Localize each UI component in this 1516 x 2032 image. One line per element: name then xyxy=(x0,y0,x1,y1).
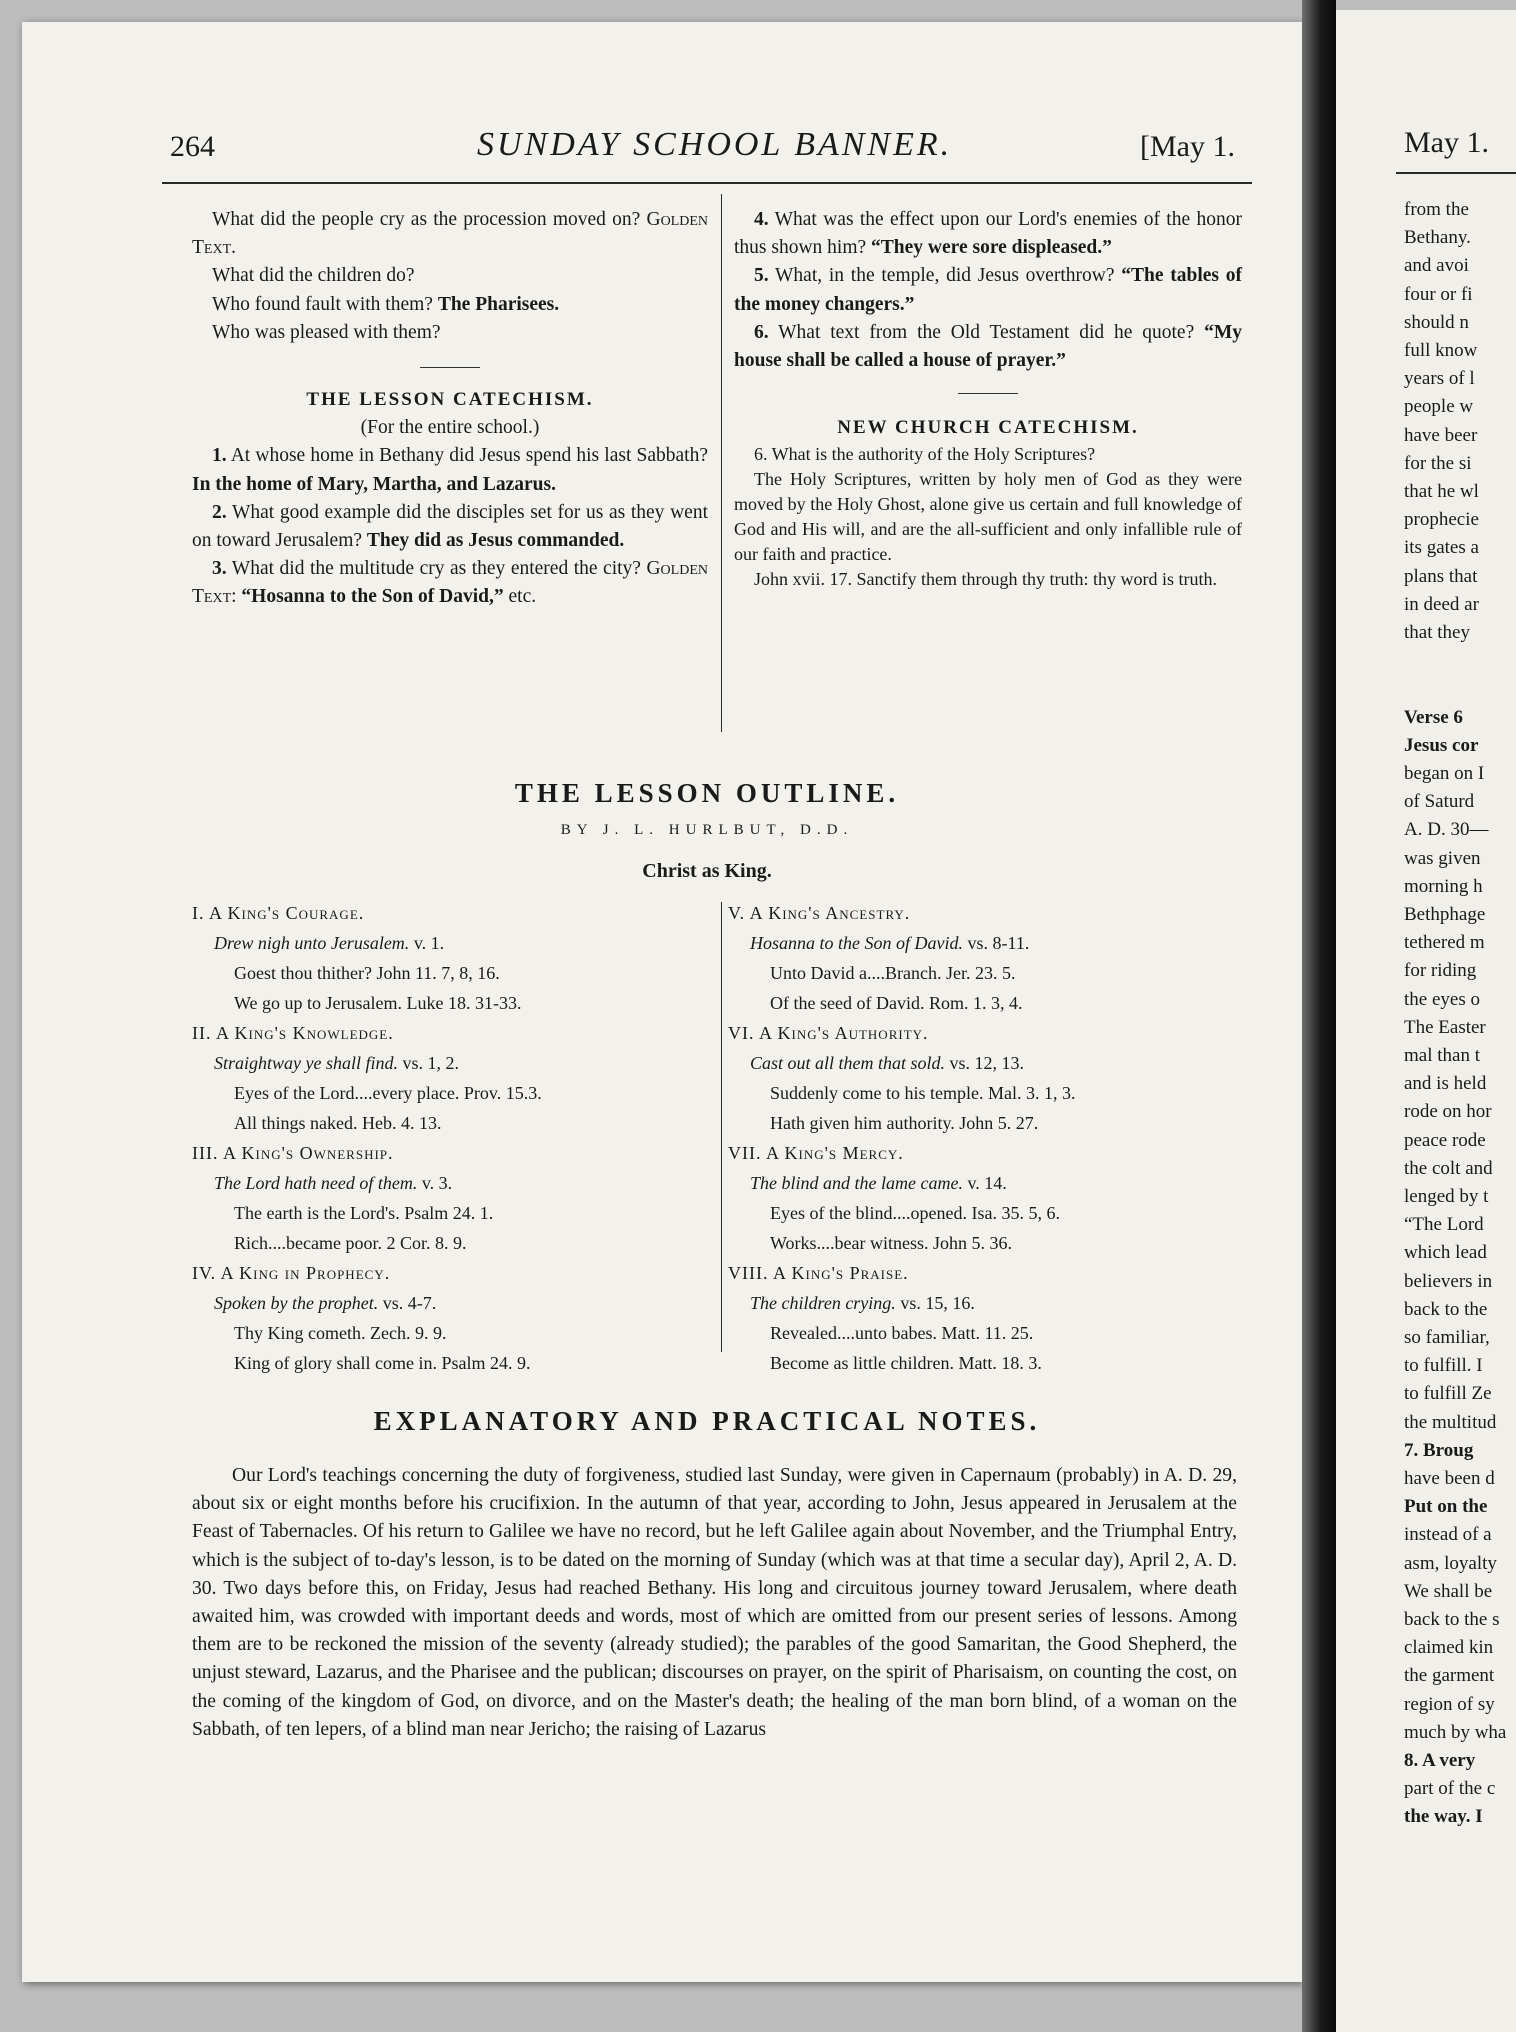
facing-page-line: should n xyxy=(1404,311,1469,333)
facing-page-line: from the xyxy=(1404,199,1469,220)
outline-text-quote: Spoken by the prophet. xyxy=(214,1293,379,1313)
facing-page-line: mal than t xyxy=(1404,1045,1480,1066)
facing-page-line: began on I xyxy=(1404,763,1485,784)
outline-heading: THE LESSON OUTLINE. xyxy=(514,778,900,808)
outline-text-ref: vs. 15, 16. xyxy=(895,1293,975,1313)
facing-page-line: four or fi xyxy=(1404,283,1473,305)
facing-page-line: have beer xyxy=(1404,424,1478,446)
outline-byline: BY J. L. HURLBUT, D.D. xyxy=(560,822,854,838)
outline-point-heading: II. A King's Knowledge. xyxy=(192,1023,394,1043)
outline-reference: Revealed....unto babes. Matt. 11. 25. xyxy=(770,1323,1034,1343)
outline-reference: Eyes of the blind....opened. Isa. 35. 5, 6. xyxy=(770,1203,1060,1223)
outline-reference: Works....bear witness. John 5. 36. xyxy=(770,1233,1013,1253)
facing-page-line: the colt and xyxy=(1404,1157,1493,1179)
book-gutter xyxy=(1302,0,1336,2032)
outline-reference: Suddenly come to his temple. Mal. 3. 1, 3. xyxy=(770,1083,1076,1103)
facing-page-line: have been d xyxy=(1404,1468,1495,1489)
facing-page-line: part of the c xyxy=(1404,1778,1496,1800)
facing-page-line: Bethphage xyxy=(1404,904,1486,925)
facing-page-line: 8. A very xyxy=(1404,1750,1476,1771)
facing-page-line: much by wha xyxy=(1404,1721,1507,1743)
facing-page-line: lenged by t xyxy=(1404,1186,1489,1207)
facing-page-line: Jesus cor xyxy=(1404,734,1479,756)
outline-text-ref: vs. 1, 2. xyxy=(398,1053,460,1073)
outline-point-heading: VIII. A King's Praise. xyxy=(728,1263,909,1283)
facing-header-rule xyxy=(1396,172,1516,174)
facing-page-line: the multitud xyxy=(1404,1411,1497,1433)
facing-page-line: “The Lord xyxy=(1404,1214,1484,1236)
column-divider xyxy=(721,194,722,732)
section-rule xyxy=(420,367,480,368)
outline-text xyxy=(192,928,712,958)
outline-point-heading: IV. A King in Prophecy. xyxy=(192,1263,391,1283)
header-rule xyxy=(162,182,1252,184)
outline-reference: Eyes of the Lord....every place. Prov. 15.3. xyxy=(234,1083,542,1103)
catechism-question: 6. What is the authority of the Holy Scriptures? xyxy=(754,444,1096,465)
facing-page-line: The Easter xyxy=(1404,1016,1486,1038)
facing-page-line: 7. Broug xyxy=(1404,1439,1474,1461)
catechism-item: 5. What, in the temple, did Jesus overthrow? “The tables of the money changers.” xyxy=(734,265,1243,315)
outline-reference: Become as little children. Matt. 18. 3. xyxy=(770,1353,1042,1373)
outline-reference: Unto David a....Branch. Jer. 23. 5. xyxy=(770,963,1016,983)
facing-page-line: and is held xyxy=(1404,1073,1487,1095)
outline-divider xyxy=(721,902,722,1352)
facing-page-line: the way. I xyxy=(1404,1806,1483,1828)
outline-reference: The earth is the Lord's. Psalm 24. 1. xyxy=(234,1203,494,1223)
outline-text-quote: Hosanna to the Son of David. xyxy=(750,933,963,953)
facing-page-line: rode on hor xyxy=(1404,1101,1492,1123)
question-text: What did the children do? xyxy=(212,265,415,287)
facing-page-line: tethered m xyxy=(1404,932,1485,954)
outline-point-heading: I. A King's Courage. xyxy=(192,903,365,923)
section-subheading: (For the entire school.) xyxy=(360,417,540,439)
catechism-item: 6. What text from the Old Testament did he quote? “My house shall be called a house of prayer.” xyxy=(734,321,1242,372)
outline-text xyxy=(728,1288,1248,1318)
facing-page-line: Put on the xyxy=(1404,1496,1488,1518)
outline-subtitle: Christ as King. xyxy=(642,860,772,882)
facing-page-line: peace rode xyxy=(1404,1129,1486,1151)
facing-page-line: years of l xyxy=(1404,368,1475,390)
question-text: Who found fault with them? The Pharisees. xyxy=(212,293,560,315)
facing-page-line: instead of a xyxy=(1404,1524,1492,1546)
outline-text xyxy=(728,1048,1248,1078)
facing-page-line: back to the xyxy=(1404,1298,1488,1320)
outline-text-ref: v. 3. xyxy=(417,1173,453,1193)
facing-page-line: the garment xyxy=(1404,1665,1495,1687)
facing-page-line: morning h xyxy=(1404,875,1483,897)
facing-page-line: that they xyxy=(1404,622,1470,643)
facing-page-line: so familiar, xyxy=(1404,1327,1490,1348)
section-heading: NEW CHURCH CATECHISM. xyxy=(837,417,1139,439)
facing-page-line: was given xyxy=(1404,847,1481,869)
notes-body xyxy=(192,1462,1237,1744)
question-text: Who was pleased with them? xyxy=(212,321,441,343)
facing-page xyxy=(1336,10,1516,2032)
facing-page-line: for the si xyxy=(1404,452,1472,474)
outline-text-ref: v. 1. xyxy=(409,933,445,953)
outline-text-quote: The Lord hath need of them. xyxy=(214,1173,418,1193)
notes-paragraph: Our Lord's teachings concerning the duty of forgiveness, studied last Sunday, were given in Capernaum (probably) in A. D. 29, about six or eight months before his crucifixion. In the autumn of that year, according to John, Jesus appeared in Jerusalem at the Feast of Tabernacles. Of his return to Galilee we have no record, but he left Galilee again about November, and the Triumphal Entry, which is the subject of to-day's lesson, is to be dated on the morning of Sunday (which was at that time a secular day), April 2, A. D. 30. Two days before this, on Friday, Jesus had reached Bethany. His long and circuitous journey toward Jerusalem, where death awaited him, was crowded with important deeds and words, most of which are omitted from our present series of lessons. Among them are to be reckoned the mission of the seventy (already studied); the parables of the good Samaritan, the Good Shepherd, the unjust steward, Lazarus, and the Pharisee and the publican; discourses on prayer, on the spirit of Pharisaism, on counting the cost, on the coming of the kingdom of God, on divorce, and on the Master's death; the healing of the man born blind, of a woman on the Sabbath, of ten lepers, of a blind man near Jericho; the raising of Lazarus xyxy=(192,1465,1237,1740)
left-column xyxy=(192,206,708,612)
facing-page-line: Verse 6 xyxy=(1404,706,1463,728)
outline-text-quote: The blind and the lame came. xyxy=(750,1173,963,1193)
page-number: 264 xyxy=(170,130,215,163)
catechism-item: 3. What did the multitude cry as they entered the city? Golden Text: “Hosanna to the Son of David,” etc. xyxy=(192,558,708,608)
facing-page-line: of Saturd xyxy=(1404,791,1475,813)
outline-point-heading: III. A King's Ownership. xyxy=(192,1143,394,1163)
facing-page-line: which lead xyxy=(1404,1242,1487,1264)
outline-text xyxy=(192,1288,712,1318)
outline-left-column xyxy=(192,898,712,1378)
outline-reference: King of glory shall come in. Psalm 24. 9. xyxy=(234,1353,531,1373)
facing-page-line: believers in xyxy=(1404,1270,1493,1292)
facing-page-line: claimed kin xyxy=(1404,1637,1494,1659)
outline-text-quote: Cast out all them that sold. xyxy=(750,1053,946,1073)
outline-text-ref: vs. 12, 13. xyxy=(945,1053,1025,1073)
book-page-264 xyxy=(22,22,1302,1982)
facing-page-line: people w xyxy=(1404,396,1474,418)
outline-reference: We go up to Jerusalem. Luke 18. 31-33. xyxy=(234,993,522,1013)
facing-page-line: to fulfill Ze xyxy=(1404,1383,1492,1405)
facing-page-line: the eyes o xyxy=(1404,988,1480,1010)
facing-page-line: its gates a xyxy=(1404,537,1479,559)
outline-text-ref: vs. 8-11. xyxy=(963,933,1030,953)
right-column xyxy=(734,206,1242,592)
outline-point-heading: V. A King's Ancestry. xyxy=(728,903,911,923)
outline-reference: Hath given him authority. John 5. 27. xyxy=(770,1113,1039,1133)
outline-text-ref: vs. 4-7. xyxy=(378,1293,437,1313)
facing-page-line: region of sy xyxy=(1404,1693,1495,1715)
facing-page-line: that he wl xyxy=(1404,481,1479,502)
scripture-reference: John xvii. 17. Sanctify them through thy truth: thy word is truth. xyxy=(754,569,1217,590)
outline-text xyxy=(192,1048,712,1078)
outline-reference: Rich....became poor. 2 Cor. 8. 9. xyxy=(234,1233,467,1253)
facing-page-line: Bethany. xyxy=(1404,227,1471,249)
outline-text xyxy=(728,928,1248,958)
question-text: What did the people cry as the procession moved on? Golden Text. xyxy=(192,209,709,259)
outline-reference: Goest thou thither? John 11. 7, 8, 16. xyxy=(234,963,500,983)
outline-text-quote: Drew nigh unto Jerusalem. xyxy=(214,933,410,953)
outline-text-ref: v. 14. xyxy=(962,1173,1007,1193)
facing-page-line: back to the s xyxy=(1404,1609,1500,1630)
facing-page-line: full know xyxy=(1404,340,1478,361)
facing-page-line: and avoi xyxy=(1404,255,1469,277)
outline-reference: Of the seed of David. Rom. 1. 3, 4. xyxy=(770,993,1023,1013)
facing-page-line: asm, loyalty xyxy=(1404,1552,1497,1574)
outline-text-quote: The children crying. xyxy=(750,1293,896,1313)
notes-heading: EXPLANATORY AND PRACTICAL NOTES. xyxy=(373,1406,1041,1436)
facing-page-line: A. D. 30— xyxy=(1404,819,1489,841)
outline-text xyxy=(728,1168,1248,1198)
facing-page-line: We shall be xyxy=(1404,1580,1493,1602)
outline-text-quote: Straightway ye shall find. xyxy=(214,1053,398,1073)
outline-text xyxy=(192,1168,712,1198)
facing-page-header: May 1. xyxy=(1404,126,1489,159)
facing-page-line: to fulfill. I xyxy=(1404,1355,1483,1377)
outline-right-column xyxy=(728,898,1248,1378)
catechism-item: 4. What was the effect upon our Lord's enemies of the honor thus shown him? “They were sore displeased.” xyxy=(734,209,1242,259)
facing-page-line: prophecie xyxy=(1404,509,1479,531)
catechism-answer: The Holy Scriptures, written by holy men of God as they were moved by the Holy Ghost, alone give us certain and full knowledge of God and His will, and are the all-sufficient and only infallible rule of our faith and practice. xyxy=(734,469,1242,565)
outline-point-heading: VII. A King's Mercy. xyxy=(728,1143,904,1163)
outline-reference: Thy King cometh. Zech. 9. 9. xyxy=(234,1323,447,1343)
facing-page-line: for riding xyxy=(1404,960,1477,982)
catechism-item: 1. At whose home in Bethany did Jesus spend his last Sabbath? In the home of Mary, Martha, and Lazarus. xyxy=(192,445,708,495)
running-title: SUNDAY SCHOOL BANNER. xyxy=(477,126,953,163)
section-heading: THE LESSON CATECHISM. xyxy=(306,389,594,411)
outline-point-heading: VI. A King's Authority. xyxy=(728,1023,929,1043)
facing-page-line: plans that xyxy=(1404,565,1478,587)
facing-page-line: in deed ar xyxy=(1404,593,1479,615)
page-date: [May 1. xyxy=(1140,130,1235,163)
catechism-item: 2. What good example did the disciples set for us as they went on toward Jerusalem? They did as Jesus commanded. xyxy=(192,501,709,552)
outline-reference: All things naked. Heb. 4. 13. xyxy=(234,1113,442,1133)
section-rule xyxy=(958,393,1018,394)
